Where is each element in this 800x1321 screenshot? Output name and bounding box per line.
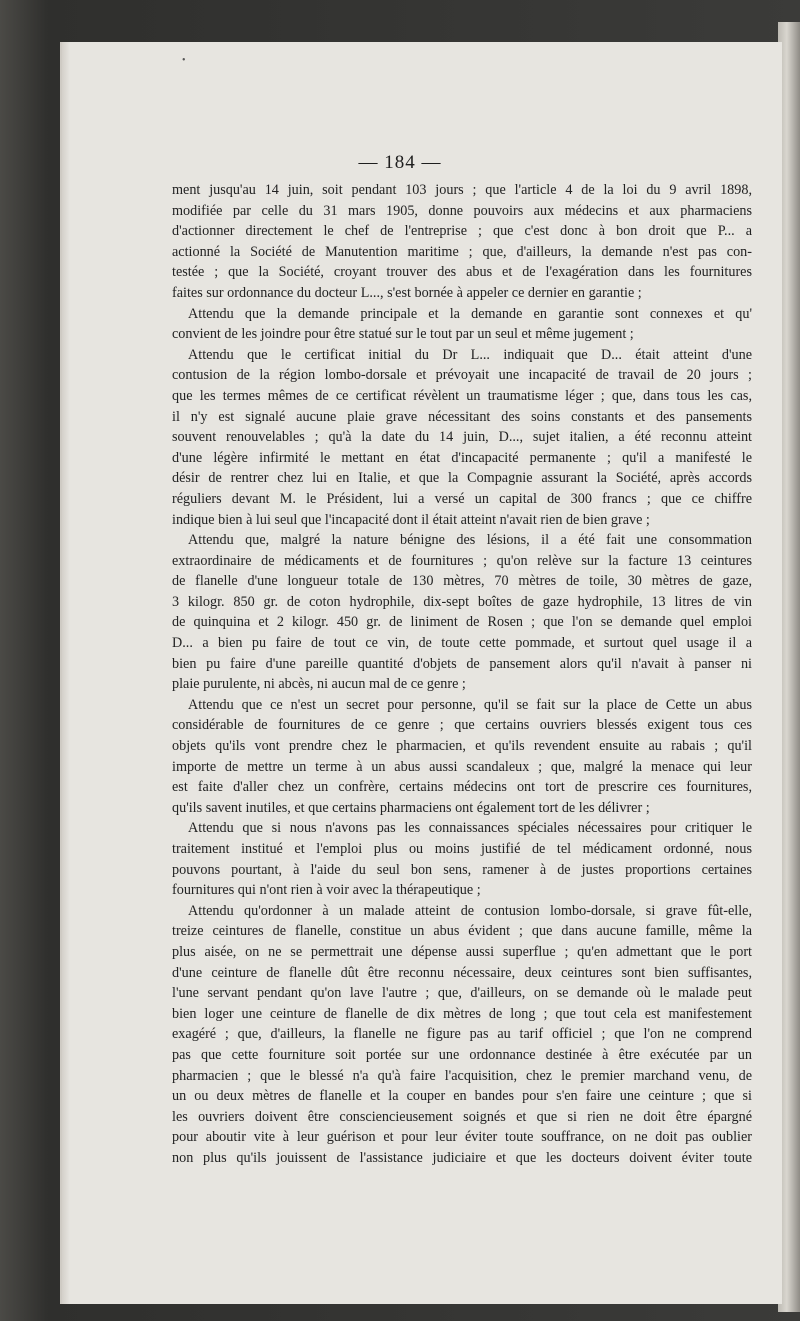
text-line: Attendu que la demande principale et la demande en garantie sont connexes et qu' (188, 305, 752, 322)
text-line: réguliers devant M. le Président, lui a versé un capital de 300 francs ; que ce chiffre (172, 490, 752, 507)
text-line: souvent renouvelables ; qu'à la date du 14 juin, D..., sujet italien, a été reconnu atteint (172, 429, 752, 446)
text-line: de quinquina et 2 kilogr. 450 gr. de liniment de Rosen ; que l'on se demande quel emploi (172, 614, 752, 631)
text-line: Attendu que le certificat initial du Dr L... indiquait que D... était atteint d'une (188, 346, 752, 363)
text-line: pouvons pourtant, à l'aide du seul bon sens, ramener à de justes proportions certaines (172, 861, 752, 878)
text-line: D... a bien pu faire de tout ce vin, de toute cette pommade, et surtout quel usage il a (172, 635, 752, 652)
text-line: il n'y est signalé aucune plaie grave nécessitant des soins constants et des pansements (172, 408, 752, 425)
text-line: treize ceintures de flanelle, constitue un abus évident ; que dans aucune famille, même la (172, 923, 752, 940)
page-number: — 184 — (358, 152, 442, 173)
text-line: traitement institué et l'emploi plus ou moins justifié de tel médicament ordonné, nous (172, 841, 752, 857)
text-line: objets qu'ils vont prendre chez le pharmacien, et qu'ils revendent ensuite au rabais ; qu'il (172, 738, 752, 755)
page-gutter-shadow (60, 42, 70, 1304)
text-line: Attendu que, malgré la nature bénigne des lésions, il a été fait une consommation (188, 532, 752, 549)
text-line: exagéré ; que, d'ailleurs, la flanelle ne figure pas au tarif officiel ; que l'on ne comprend (172, 1026, 752, 1043)
text-line: est faite d'aller chez un confrère, certains médecins ont tort de prescrire ces fournitures, (172, 779, 752, 796)
text-line: convient de les joindre pour être statué sur le tout par un seul et même jugement ; (172, 326, 634, 343)
text-line: contusion de la région lombo-dorsale et prévoyait une incapacité de travail de 20 jours ; (172, 367, 752, 384)
text-line: pour aboutir vite à leur guérison et pour leur éviter toute souffrance, on ne doit pas oublier (172, 1129, 752, 1146)
body-text (172, 180, 752, 1169)
text-line: Attendu qu'ordonner à un malade atteint de contusion lombo-dorsale, si grave fût-elle, (188, 902, 752, 919)
text-line: les ouvriers doivent être consciencieusement soignés et que si rien ne doit être épargné (172, 1108, 752, 1125)
text-line: bien pu faire d'une pareille quantité d'objets de pansement alors qu'il n'avait à panser ni (172, 655, 752, 672)
text-line: Attendu que si nous n'avons pas les connaissances spéciales nécessaires pour critiquer le (188, 820, 752, 837)
text-line: non plus qu'ils jouissent de l'assistance judiciaire et que les docteurs doivent éviter toute (172, 1149, 752, 1166)
text-line: extraordinaire de médicaments et de fournitures ; qu'on relève sur la facture 13 ceintures (172, 552, 752, 569)
text-line: d'une légère infirmité le mettant en état d'incapacité permanente ; qu'il a manifesté le (172, 449, 752, 466)
text-line: d'une ceinture de flanelle dût être reconnu nécessaire, deux ceintures sont bien suffisantes, (172, 964, 752, 981)
text-line: fournitures qui n'ont rien à voir avec la thérapeutique ; (172, 882, 481, 899)
text-line: importe de mettre un terme à un abus aussi scandaleux ; que, malgré la menace qui leur (172, 758, 752, 775)
text-line: ment jusqu'au 14 juin, soit pendant 103 jours ; que l'article 4 de la loi du 9 avril 1898, (172, 182, 752, 198)
ink-speck-mark: • (182, 55, 186, 66)
text-line: d'actionner directement le chef de l'entreprise ; que c'est donc à bon droit que P... a (172, 223, 752, 240)
text-line: plaie purulente, ni abcès, ni aucun mal de ce genre ; (172, 676, 466, 693)
text-line: testée ; que la Société, croyant trouver des abus et de l'exagération dans les fournitures (172, 264, 752, 281)
text-line: modifiée par celle du 31 mars 1905, donne pouvoirs aux médecins et aux pharmaciens (172, 202, 752, 219)
text-line: qu'ils savent inutiles, et que certains pharmaciens ont également tort de les délivrer ; (172, 799, 650, 816)
text-line: de flanelle d'une longueur totale de 130 mètres, 70 mètres de toile, 30 mètres de gaze, (172, 573, 752, 590)
text-line: l'une servant pendant qu'on lave l'autre ; que, d'ailleurs, on se demande où le malade peut (172, 985, 752, 1002)
text-line: pas que cette fourniture soit portée sur une ordonnance destinée à être exécutée par un (172, 1046, 752, 1063)
text-line: que les termes mêmes de ce certificat révèlent un traumatisme léger ; que, dans tous les cas, (172, 387, 752, 404)
text-line: désir de rentrer chez lui en Italie, et que la Compagnie assurant la Société, après accords (172, 470, 752, 487)
text-line: indique bien à lui seul que l'incapacité dont il était atteint n'avait rien de bien grave ; (172, 511, 650, 528)
text-line: 3 kilogr. 850 gr. de coton hydrophile, dix-sept boîtes de gaze hydrophile, 13 litres de vin (172, 593, 752, 610)
text-line: pharmacien ; que le blessé n'a qu'à faire l'acquisition, chez le premier marchand venu, de (172, 1067, 752, 1084)
text-line: Attendu que ce n'est un secret pour personne, qu'il se fait sur la place de Cette un abus (188, 696, 752, 713)
text-line: actionné la Société de Manutention maritime ; que, d'ailleurs, la demande n'est pas con- (172, 243, 752, 260)
text-line: plus aisée, on ne se permettrait une dépense aussi superflue ; qu'en admettant que le port (172, 943, 752, 960)
text-line: faites sur ordonnance du docteur L..., s'est bornée à appeler ce dernier en garantie ; (172, 284, 642, 301)
text-line: bien loger une ceinture de flanelle de dix mètres de long ; que tout cela est manifestement (172, 1005, 752, 1022)
text-line: un ou deux mètres de flanelle et la couper en bandes pour s'en faire une ceinture ; que si (172, 1088, 752, 1105)
text-line: considérable de fournitures de ce genre ; que certains ouvriers blessés exigent tous ces (172, 717, 752, 734)
